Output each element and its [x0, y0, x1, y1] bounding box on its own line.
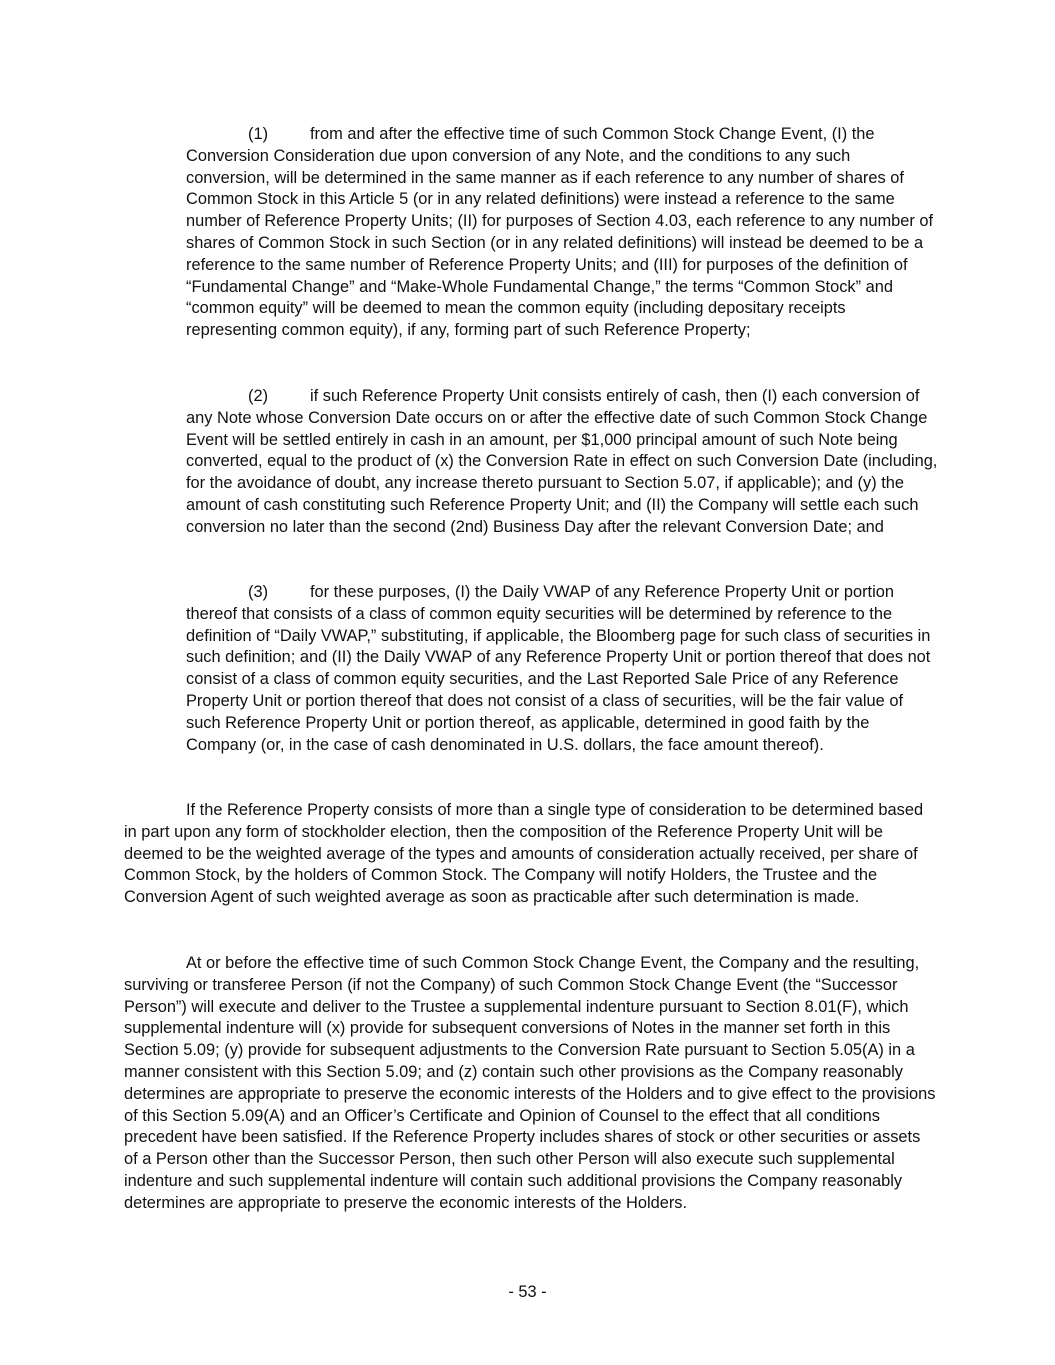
- clause-label-1: (1): [248, 125, 269, 143]
- paragraph-text-supplemental-indenture: At or before the effective time of such Common Stock Change Event, the Company and the resulting, surviving or transferee Person (if not the Company) of such Common Stock Change Event (the “Successor Person”) will execute and deliver to the Trustee a supplemental indenture pursuant to Section 8.01(F), which supplemental indenture will (x) provide for subsequent conversions of Notes in the manner set forth in this Section 5.09; (y) provide for subsequent adjustments to the Conversion Rate pursuant to Section 5.05(A) in a manner consistent with this Section 5.09; and (z) contain such other provisions as the Company reasonably determines are appropriate to preserve the economic interests of the Holders and to give effect to the provisions of this Section 5.09(A) and an Officer’s Certificate and Opinion of Counsel to the effect that all conditions precedent have been satisfied. If the Reference Property includes shares of stock or other securities or assets of a Person other than the Successor Person, then such other Person will also execute such supplemental indenture and such supplemental indenture will contain such additional provisions the Company reasonably determines are appropriate to preserve the economic interests of the Holders.: [124, 954, 936, 1212]
- clause-item-3: [186, 582, 938, 756]
- clause-text-2: if such Reference Property Unit consists entirely of cash, then (I) each conversion of any Note whose Conversion Date occurs on or after the effective date of such Common Stock Change Event will be settled entirely in cash in an amount, per $1,000 principal amount of such Note being converted, equal to the product of (x) the Conversion Rate in effect on such Conversion Date (including, for the avoidance of doubt, any increase thereto pursuant to Section 5.07, if applicable); and (y) the amount of cash constituting such Reference Property Unit; and (II) the Company will settle each such conversion no later than the second (2nd) Business Day after the relevant Conversion Date; and: [186, 387, 938, 536]
- clause-label-2: (2): [248, 387, 269, 405]
- clause-text-3: for these purposes, (I) the Daily VWAP of any Reference Property Unit or portion thereof that consists of a class of common equity securities will be determined by reference to the definition of “Daily VWAP,” substituting, if applicable, the Bloomberg page for such class of securities in such definition; and (II) the Daily VWAP of any Reference Property Unit or portion thereof that does not consist of a class of common equity securities, and the Last Reported Sale Price of any Reference Property Unit or portion thereof that does not consist of a class of securities, will be the fair value of such Reference Property Unit or portion thereof, as applicable, determined in good faith by the Company (or, in the case of cash denominated in U.S. dollars, the face amount thereof).: [186, 583, 931, 754]
- clause-item-2: [186, 386, 938, 539]
- clause-label-3: (3): [248, 583, 269, 601]
- clause-text-1: from and after the effective time of such Common Stock Change Event, (I) the Conversion Consideration due upon conversion of any Note, and the conditions to any such conversion, will be determined in the same manner as if each reference to any number of shares of Common Stock in this Article 5 (or in any related definitions) were instead a reference to the same number of Reference Property Units; (II) for purposes of Section 4.03, each reference to any number of shares of Common Stock in such Section (or in any related definitions) will instead be deemed to be a reference to the same number of Reference Property Units; and (III) for purposes of the definition of “Fundamental Change” and “Make-Whole Fundamental Change,” the terms “Common Stock” and “common equity” will be deemed to mean the common equity (including depositary receipts representing common equity), if any, forming part of such Reference Property;: [186, 125, 934, 340]
- body-paragraph-supplemental-indenture: [124, 953, 938, 1215]
- body-paragraph-weighted-average: [124, 800, 938, 909]
- clause-item-1: [186, 124, 938, 342]
- paragraph-text-weighted-average: If the Reference Property consists of more than a single type of consideration to be determined based in part upon any form of stockholder election, then the composition of the Reference Property Unit will be deemed to be the weighted average of the types and amounts of consideration actually received, per share of Common Stock, by the holders of Common Stock. The Company will notify Holders, the Trustee and the Conversion Agent of such weighted average as soon as practicable after such determination is made.: [124, 801, 924, 907]
- page-number: - 53 -: [508, 1283, 547, 1301]
